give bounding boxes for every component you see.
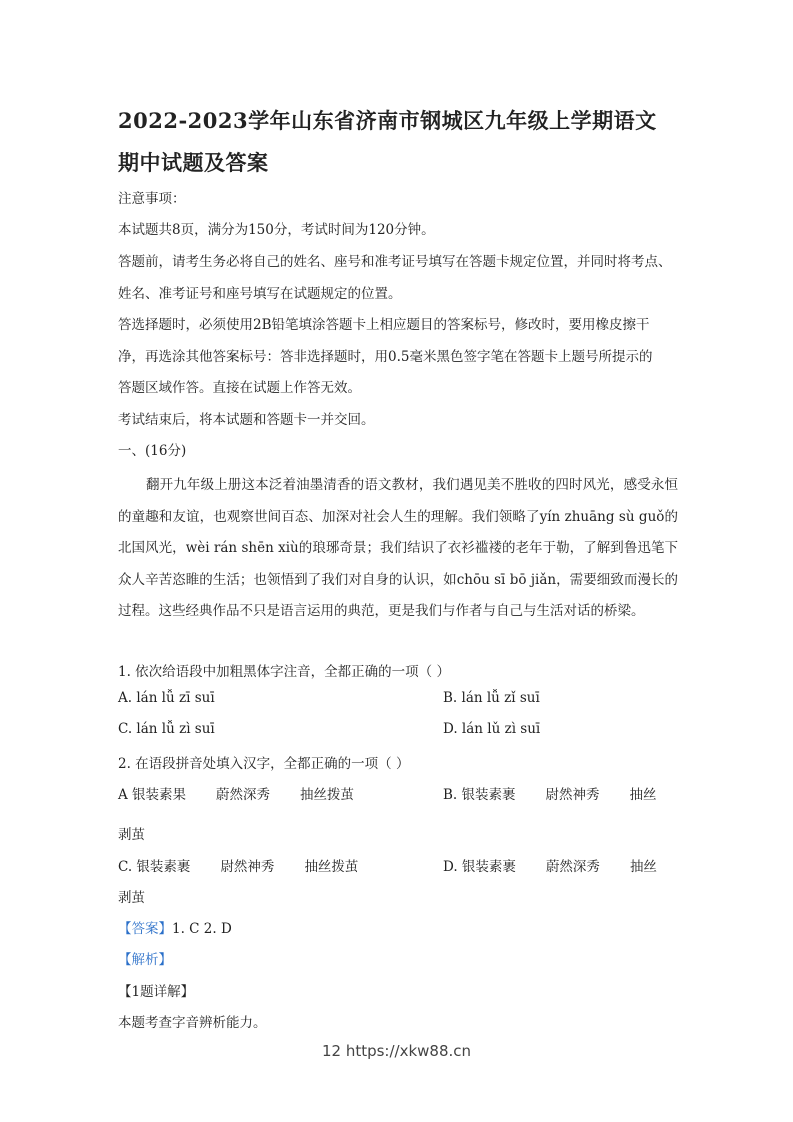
notice-line: 考试结束后，将本试题和答题卡一并交回。 bbox=[118, 412, 375, 428]
q1-option-c: C. lán lǚ zì suī bbox=[118, 721, 215, 737]
q2-option-b bbox=[443, 783, 657, 803]
answer-label: 【答案】 bbox=[118, 921, 172, 937]
q2-option-c bbox=[118, 855, 358, 875]
option-part: 抽丝拨茧 bbox=[300, 787, 355, 803]
q2-option-a bbox=[118, 783, 354, 803]
q1-option-b: B. lán lǚ zǐ suī bbox=[443, 690, 540, 706]
q2-stem: 2. 在语段拼音处填入汉字，全都正确的一项（ ） bbox=[118, 756, 410, 772]
answer-text: 1. C 2. D bbox=[172, 921, 232, 937]
q1-option-d: D. lán lǔ zì suī bbox=[443, 721, 541, 737]
analysis-label: 【解析】 bbox=[118, 952, 172, 968]
passage: 翻开九年级上册这本泛着油墨清香的语文教材，我们遇见美不胜收的四时风光，感受永恒的童趣和友谊，也观察世间百态、加深对社会人生的理解。我们领略了yín zhuāng sù guǒ的北国风光，wèi rán shēn xiù的琅琊奇景；我们结识了衣衫褴褛的老年于勒，了解到鲁迅笔下众人辛苦恣睢的生活；也领悟到了我们对自身的认识，如chōu sī bō jiǎn，需要细致而漫长的过程。这些经典作品不只是语言运用的典范，更是我们与作者与自己与生活对话的桥梁。 bbox=[118, 477, 678, 619]
option-part: 尉然神秀 bbox=[545, 787, 600, 803]
notice-line: 净，再选涂其他答案标号：答非选择题时，用0.5毫米黑色签字笔在答题卡上题号所提示的 bbox=[118, 349, 653, 365]
option-part: 蔚然深秀 bbox=[216, 787, 271, 803]
section-heading: 一、(16分) bbox=[118, 443, 187, 459]
detail-label: 【1题详解】 bbox=[118, 984, 195, 1000]
notice-label: 注意事项： bbox=[118, 191, 186, 207]
option-part: 抽丝 bbox=[629, 787, 657, 803]
answer bbox=[118, 917, 232, 937]
q1-stem: 1. 依次给语段中加粗黑体字注音，全都正确的一项（ ） bbox=[118, 664, 450, 680]
notice-line: 答题前，请考生务必将自己的姓名、座号和准考证号填写在答题卡规定位置，并同时将考点、 bbox=[118, 254, 672, 270]
option-part: C. 银装素裹 bbox=[118, 859, 191, 875]
option-part: B. 银装素裹 bbox=[443, 787, 516, 803]
q2-option-d bbox=[443, 855, 657, 875]
notice-line: 答选择题时，必须使用2B铅笔填涂答题卡上相应题目的答案标号，修改时，要用橡皮擦干 bbox=[118, 317, 650, 333]
option-part: 抽丝拨茧 bbox=[304, 859, 359, 875]
page-footer: 12 https://xkw88.cn bbox=[321, 1042, 472, 1060]
notice-line: 答题区域作答。直接在试题上作答无效。 bbox=[118, 380, 361, 396]
option-part: 抽丝 bbox=[629, 859, 657, 875]
q1-option-a: A. lán lǚ zī suī bbox=[118, 690, 215, 706]
option-part: 蔚然深秀 bbox=[545, 859, 600, 875]
detail-text: 本题考查字音辨析能力。 bbox=[118, 1015, 267, 1031]
option-part: D. 银装素裹 bbox=[443, 859, 516, 875]
notice-line: 本试题共8页，满分为150分，考试时间为120分钟。 bbox=[118, 222, 435, 238]
q2-option-b-wrap: 剥茧 bbox=[118, 827, 145, 843]
page-title: 2022-2023学年山东省济南市钢城区九年级上学期语文期中试题及答案 bbox=[118, 108, 657, 175]
q2-option-d-wrap: 剥茧 bbox=[118, 890, 145, 906]
option-part: A 银装素果 bbox=[118, 787, 187, 803]
option-part: 尉然神秀 bbox=[220, 859, 275, 875]
notice-line: 姓名、准考证号和座号填写在试题规定的位置。 bbox=[118, 286, 402, 302]
